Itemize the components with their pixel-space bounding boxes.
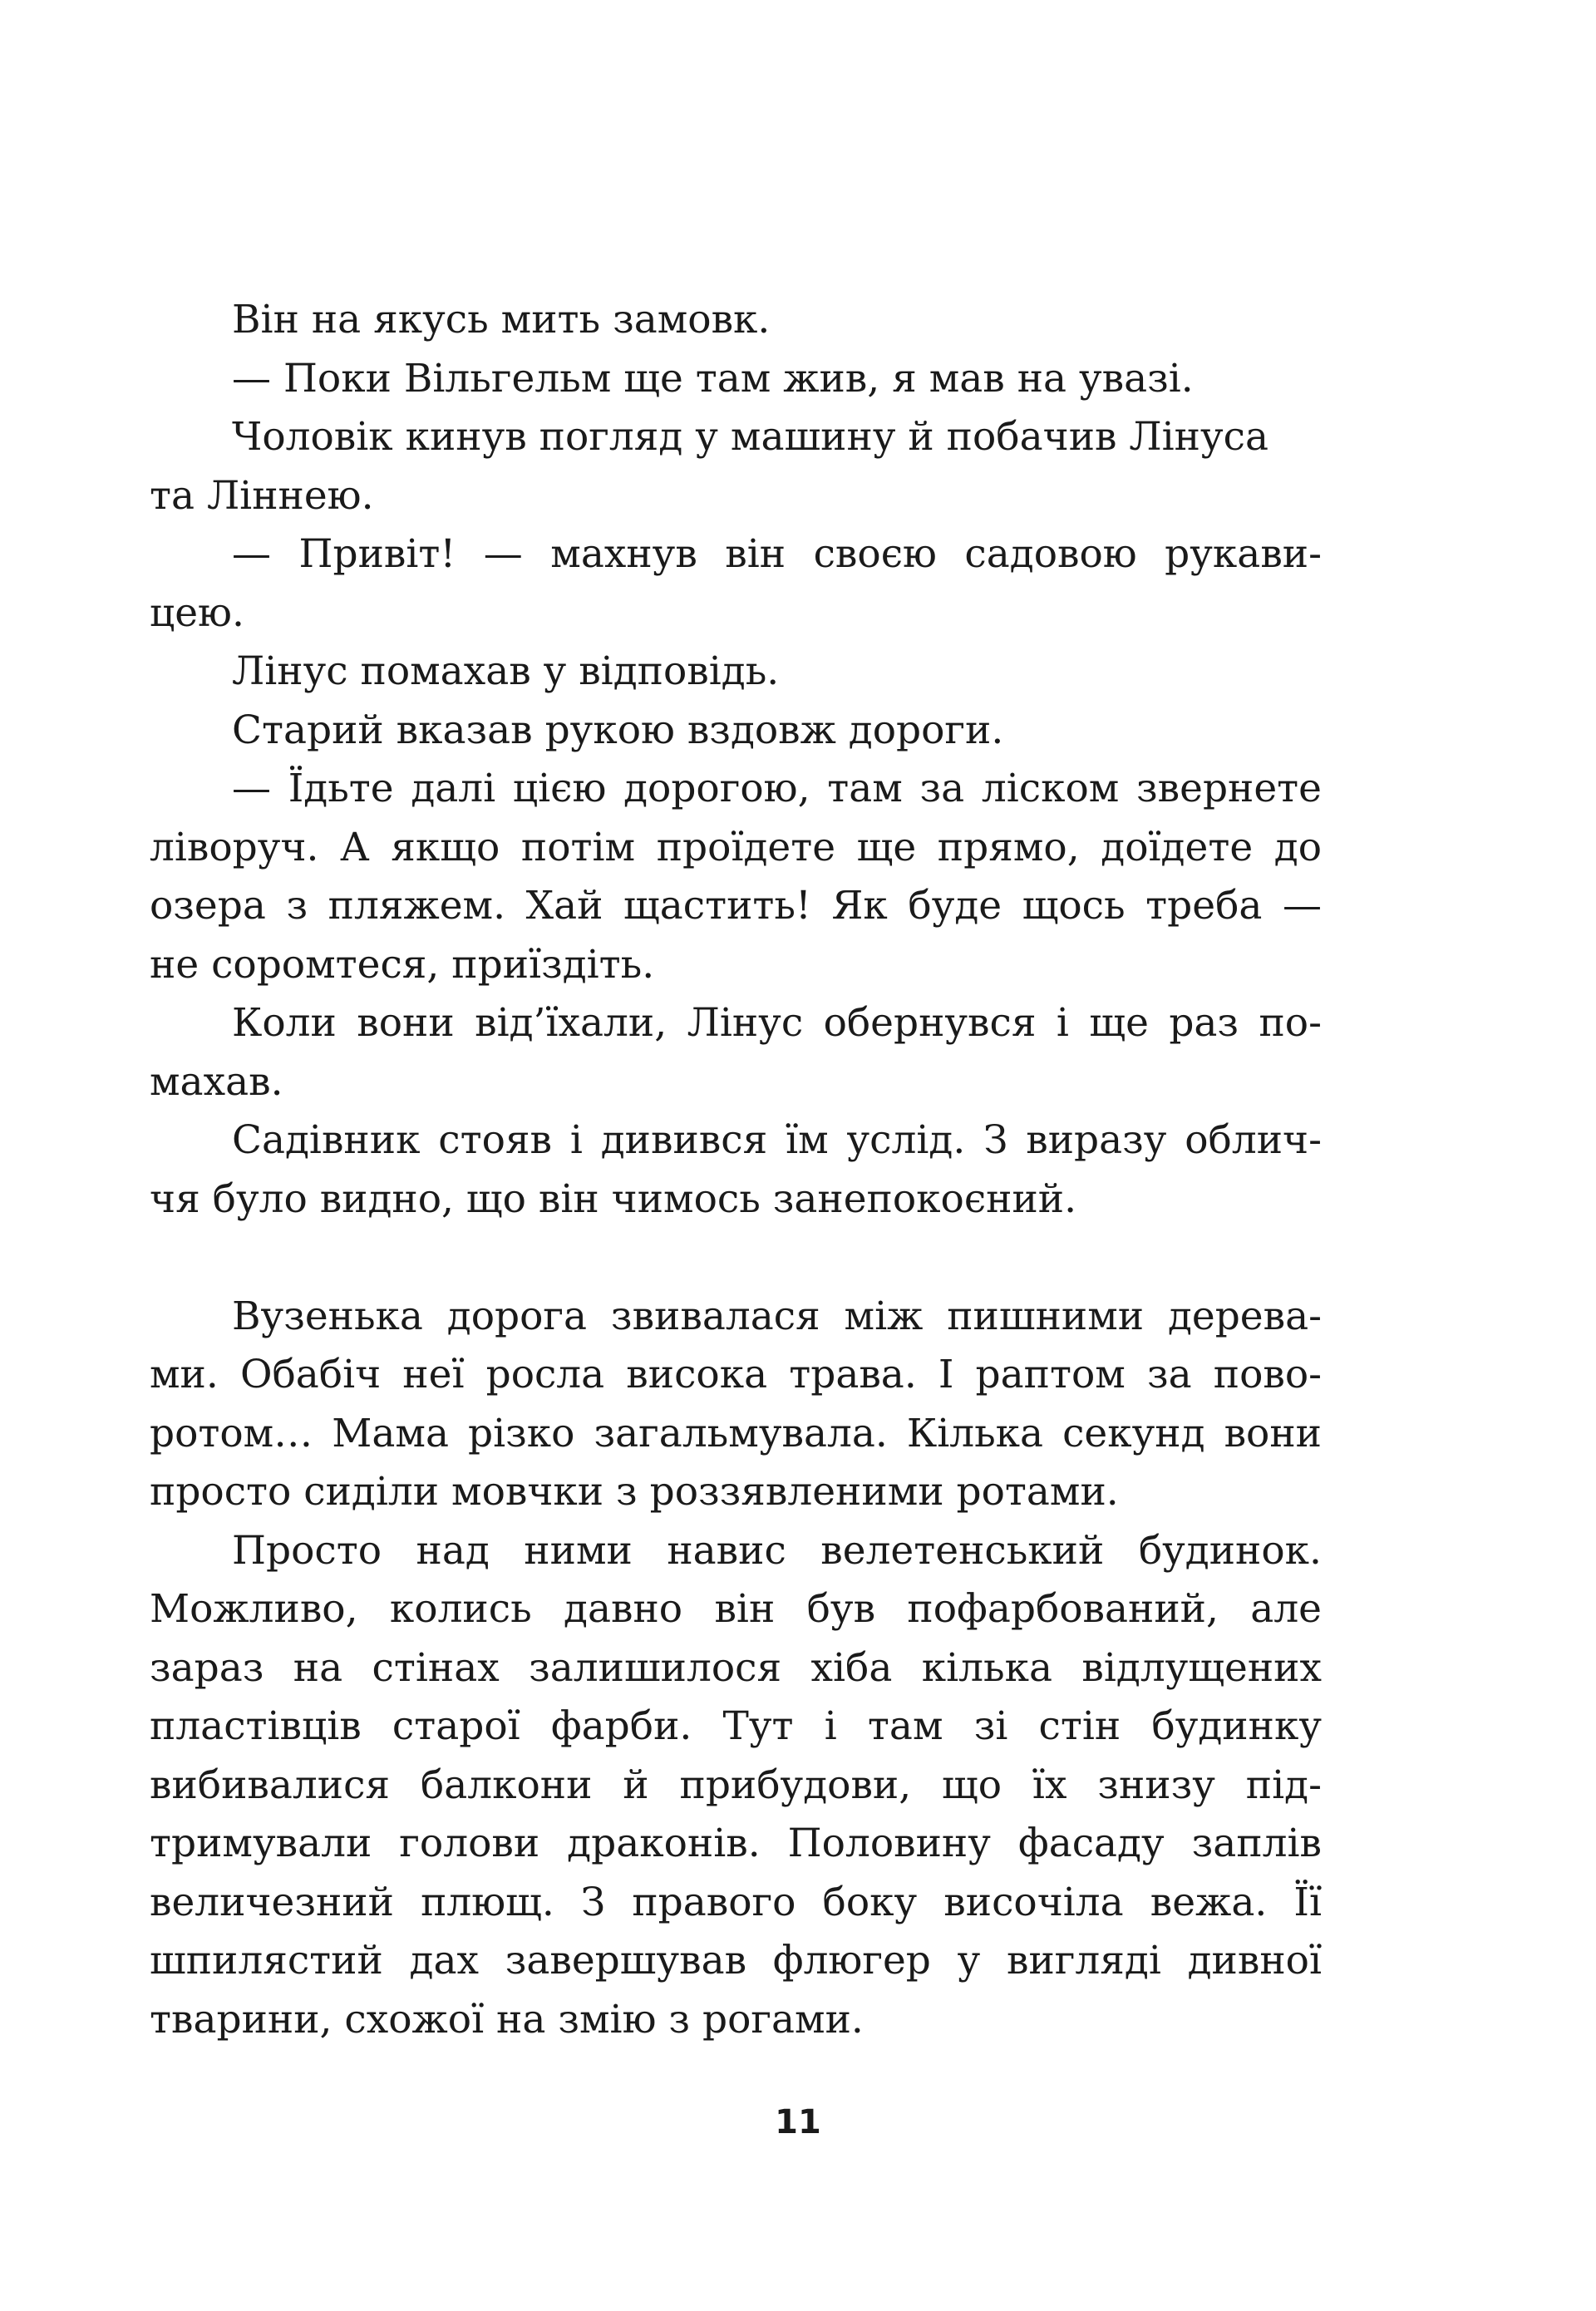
text-line: не соромтеся, приїздіть. <box>150 941 655 988</box>
page-body <box>150 291 1322 2049</box>
text-line: Коли вони від’їхали, Лінус обернувся і ще раз по- <box>232 1000 1322 1046</box>
text-line: пластівців старої фарби. Тут і там зі стін будинку <box>150 1703 1322 1749</box>
text-line: чя було видно, що він чимось занепокоєний. <box>150 1175 1077 1222</box>
text-line: — Поки Вільгельм ще там жив, я мав на увазі. <box>232 355 1194 402</box>
text-line: Старий вказав рукою вздовж дороги. <box>232 707 1004 753</box>
text-line: та Ліннею. <box>150 472 374 519</box>
text-line: Садівник стояв і дивився їм услід. З виразу облич- <box>232 1117 1322 1163</box>
text-line: Можливо, колись давно він був пофарбований, але <box>150 1586 1322 1632</box>
text-line: озера з пляжем. Хай щастить! Як буде щось треба — <box>150 883 1322 929</box>
text-line: ротом… Мама різко загальмувала. Кілька секунд вони <box>150 1410 1322 1456</box>
text-line: махав. <box>150 1058 283 1105</box>
text-line: просто сиділи мовчки з роззявленими ротами. <box>150 1469 1119 1515</box>
text-line: шпилястий дах завершував флюгер у вигляді дивної <box>150 1938 1322 1983</box>
text-line: — Їдьте далі цією дорогою, там за ліском звернете <box>232 766 1322 811</box>
text-line: величезний плющ. З правого боку височіла вежа. Її <box>150 1879 1322 1925</box>
text-line: тримували голови драконів. Половину фасаду заплів <box>150 1821 1322 1866</box>
text-line: Він на якусь мить замовк. <box>232 297 771 342</box>
text-line: зараз на стінах залишилося хіба кілька відлущених <box>150 1644 1322 1691</box>
text-line: Лінус помахав у відповідь. <box>232 648 780 694</box>
text-line: ми. Обабіч неї росла висока трава. І раптом за пово- <box>150 1352 1322 1397</box>
text-line: Чоловік кинув погляд у машину й побачив Лінуса <box>232 414 1268 460</box>
text-line: вибивалися балкони й прибудови, що їх знизу під- <box>150 1762 1322 1808</box>
text-line: ліворуч. А якщо потім проїдете ще прямо, доїдете до <box>150 824 1322 870</box>
text-line: Вузенька дорога звивалася між пишними дерева- <box>232 1293 1322 1339</box>
section-break <box>150 1229 1322 1288</box>
text-line: тварини, схожої на змію з рогами. <box>150 1996 864 2042</box>
text-line: Просто над ними навис велетенський будинок. <box>232 1527 1322 1574</box>
page-number: 11 <box>775 2103 821 2141</box>
text-line: — Привіт! — махнув він своєю садовою рукави- <box>232 531 1322 577</box>
text-line: цею. <box>150 589 244 636</box>
